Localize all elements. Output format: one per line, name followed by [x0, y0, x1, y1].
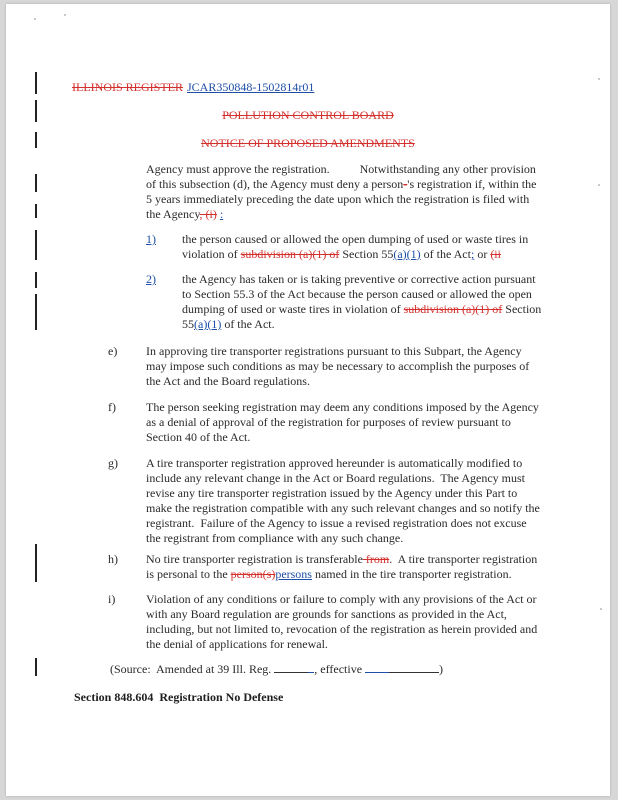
blank-volume: [274, 662, 308, 673]
header-board: [6, 108, 610, 123]
item-number: 1): [146, 232, 156, 246]
inserted-text: (a)(1): [194, 317, 222, 331]
paragraph-line: as a denial of approval of the registration for purposes of review pursuant to: [146, 415, 511, 429]
item-line: to Section 55.3 of the Act because the person caused or allowed the open: [182, 287, 532, 301]
subsection-label: f): [108, 400, 116, 414]
subsection-label: i): [108, 592, 116, 606]
item-line: 55(a)(1) of the Act.: [182, 317, 275, 331]
item-number: 2): [146, 272, 156, 286]
subsection-label: e): [108, 344, 118, 358]
intro-line: Agency must approve the registration. Notwithstanding any other provision: [146, 162, 536, 176]
revision-bar: [35, 658, 37, 676]
deleted-text: ILLINOIS REGISTER: [72, 80, 183, 94]
deleted-text: subdivision (a)(1) of: [240, 247, 340, 261]
blank-effective-date: [389, 662, 439, 673]
paragraph-line: Section 40 of the Act.: [146, 430, 251, 444]
inserted-text: ;: [470, 247, 475, 261]
paragraph-line: the denial of applications for renewal.: [146, 637, 328, 651]
revision-bar: [35, 294, 37, 330]
paragraph-line: The person seeking registration may deem any conditions imposed by the Agency: [146, 400, 539, 414]
paragraph-line: the Act and the Board regulations.: [146, 374, 310, 388]
deleted-text: , (i): [199, 207, 217, 221]
inserted-text: :: [219, 207, 224, 221]
deleted-text: from: [362, 552, 390, 566]
paragraph-line: include any relevant change in the Act or Board regulations. The Agency must: [146, 471, 526, 485]
item-line: dumping of used or waste tires in violation of subdivision (a)(1) of Section: [182, 302, 542, 316]
paragraph-line: including, but not limited to, revocation of the registration as herein provided and: [146, 622, 538, 636]
paragraph-line: may impose such conditions as may be necessary to accomplish the purposes of: [146, 359, 530, 373]
item-line: the person caused or allowed the open dumping of used or waste tires in: [182, 232, 529, 246]
paragraph-line: In approving tire transporter registrations pursuant to this Subpart, the Agency: [146, 344, 522, 358]
section-heading: Section 848.604 Registration No Defense: [74, 690, 284, 704]
revision-bar: [35, 204, 37, 218]
paragraph-line: is personal to the person(s)persons named in the tire transporter registration.: [146, 567, 512, 581]
scan-speck: [34, 18, 36, 20]
intro-line: the Agency, (i) :: [146, 207, 224, 221]
item-line: violation of subdivision (a)(1) of Section 55(a)(1) of the Act; or (ii: [182, 247, 501, 261]
paragraph-line: Violation of any conditions or failure to comply with any provisions of the Act or: [146, 592, 537, 606]
scan-speck: [598, 184, 600, 186]
subsection-label: h): [108, 552, 118, 566]
paragraph-line: make the registration compatible with any such relevant changes and so notify the: [146, 501, 540, 515]
paragraph-line: the registrant from compliance with any such change.: [146, 531, 404, 545]
intro-line: of this subsection (d), the Agency must deny a person-'s registration if, within the: [146, 177, 537, 191]
source-note: (Source: Amended at 39 Ill. Reg. , effective ): [110, 662, 444, 676]
inserted-doc-id: JCAR350848-1502814r01: [187, 80, 315, 94]
scan-speck: [600, 608, 602, 610]
blank-effective-date: [365, 662, 389, 673]
deleted-text: -: [403, 177, 408, 191]
paragraph-line: revise any tire transporter registration issued by the Agency under this Part to: [146, 486, 518, 500]
deleted-text: person(s): [230, 567, 276, 581]
document-page: [6, 4, 610, 796]
paragraph-line: No tire transporter registration is transferable from. A tire transporter registration: [146, 552, 538, 566]
revision-bar: [35, 174, 37, 192]
paragraph-line: registrant. Failure of the Agency to issue a revised registration does not excuse: [146, 516, 527, 530]
revision-bar: [35, 230, 37, 260]
subsection-label: g): [108, 456, 118, 470]
paragraph-line: A tire transporter registration approved hereunder is automatically modified to: [146, 456, 523, 470]
revision-bar: [35, 272, 37, 288]
scan-speck: [64, 14, 66, 16]
deleted-text: NOTICE OF PROPOSED AMENDMENTS: [201, 136, 415, 150]
deleted-text: (ii: [490, 247, 501, 261]
intro-line: 5 years immediately preceding the date upon which the registration is filed with: [146, 192, 530, 206]
header-register-line: [72, 80, 314, 95]
header-notice: [6, 136, 610, 151]
paragraph-line: with any Board regulation are grounds for sanctions as provided in the Act,: [146, 607, 507, 621]
inserted-text: persons: [275, 567, 312, 581]
deleted-text: POLLUTION CONTROL BOARD: [222, 108, 394, 122]
scan-speck: [598, 78, 600, 80]
inserted-text: (a)(1): [393, 247, 421, 261]
item-line: the Agency has taken or is taking preventive or corrective action pursuant: [182, 272, 536, 286]
deleted-text: subdivision (a)(1) of: [403, 302, 503, 316]
revision-bar: [35, 544, 37, 582]
revision-bar: [35, 72, 37, 94]
